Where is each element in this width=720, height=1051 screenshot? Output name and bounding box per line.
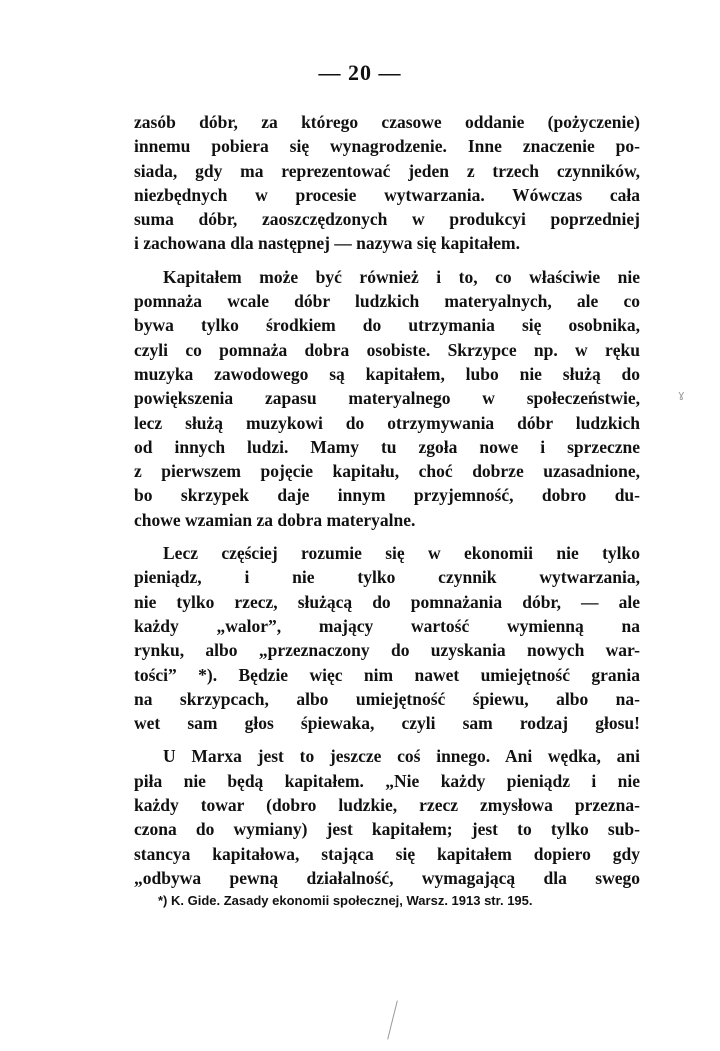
paragraph-4: [134, 744, 640, 890]
text-line: lecz służą muzykowi do otrzymywania dóbr ludzkich: [134, 412, 640, 433]
text-line: rynku, albo „przeznaczony do uzyskania nowych war-: [134, 640, 640, 661]
text-line: niezbędnych w procesie wytwarzania. Wówczas cała: [134, 184, 640, 205]
text-line: tości” *). Będzie więc nim nawet umiejętność grania: [134, 664, 640, 685]
text-line: chowe wzamian za dobra materyalne.: [134, 509, 416, 530]
text-line: stancya kapitałowa, stająca się kapitałem dopiero gdy: [134, 843, 640, 864]
text-line: U Marxa jest to jeszcze coś innego. Ani wędka, ani: [163, 746, 640, 767]
text-line: Lecz częściej rozumie się w ekonomii nie tylko: [163, 543, 640, 564]
margin-mark: ɣ: [678, 388, 685, 401]
text-line: z pierwszem pojęcie kapitału, choć dobrze uzasadnione,: [134, 461, 640, 482]
text-line: wet sam głos śpiewaka, czyli sam rodzaj głosu!: [134, 713, 640, 734]
paragraph-3: [134, 541, 640, 735]
text-line: bywa tylko środkiem do utrzymania się osobnika,: [134, 315, 640, 336]
pencil-stroke: [387, 1000, 398, 1039]
text-line: od innych ludzi. Mamy tu zgoła nowe i sprzeczne: [134, 436, 640, 457]
body-text: [134, 110, 640, 890]
text-line: muzyka zawodowego są kapitałem, lubo nie służą do: [134, 363, 640, 384]
text-line: każdy towar (dobro ludzkie, rzecz zmysłowa przezna-: [134, 795, 640, 816]
text-line: bo skrzypek daje innym przyjemność, dobro du-: [134, 485, 640, 506]
text-line: innemu pobiera się wynagrodzenie. Inne znaczenie po-: [134, 136, 640, 157]
text-line: siada, gdy ma reprezentować jeden z trzech czynników,: [134, 160, 640, 181]
paragraph-2: [134, 265, 640, 532]
text-line: i zachowana dla następnej — nazywa się kapitałem.: [134, 233, 520, 254]
text-line: piła nie będą kapitałem. „Nie każdy pieniądz i nie: [134, 770, 640, 791]
text-line: pieniądz, i nie tylko czynnik wytwarzania,: [134, 567, 640, 588]
text-line: zasób dóbr, za którego czasowe oddanie (pożyczenie): [134, 112, 640, 132]
text-line: na skrzypcach, albo umiejętność śpiewu, albo na-: [134, 688, 640, 709]
footnote: *) K. Gide. Zasady ekonomii społecznej, Warsz. 1913 str. 195.: [158, 893, 533, 908]
text-line: powiększenia zapasu materyalnego w społeczeństwie,: [134, 388, 640, 409]
text-line: nie tylko rzecz, służącą do pomnażania dóbr, — ale: [134, 591, 640, 612]
text-line: każdy „walor”, mający wartość wymienną na: [134, 615, 640, 636]
paragraph-1: [134, 110, 640, 256]
text-line: Kapitałem może być również i to, co właściwie nie: [163, 266, 640, 287]
text-line: czyli co pomnaża dobra osobiste. Skrzypce np. w ręku: [134, 339, 640, 360]
text-line: czona do wymiany) jest kapitałem; jest to tylko sub-: [134, 819, 640, 840]
text-line: pomnaża wcale dóbr ludzkich materyalnych, ale co: [134, 291, 640, 312]
text-line: suma dóbr, zaoszczędzonych w produkcyi poprzedniej: [134, 209, 640, 230]
text-line: „odbywa pewną działalność, wymagającą dla swego: [134, 867, 640, 888]
page-number: — 20 —: [318, 60, 402, 85]
